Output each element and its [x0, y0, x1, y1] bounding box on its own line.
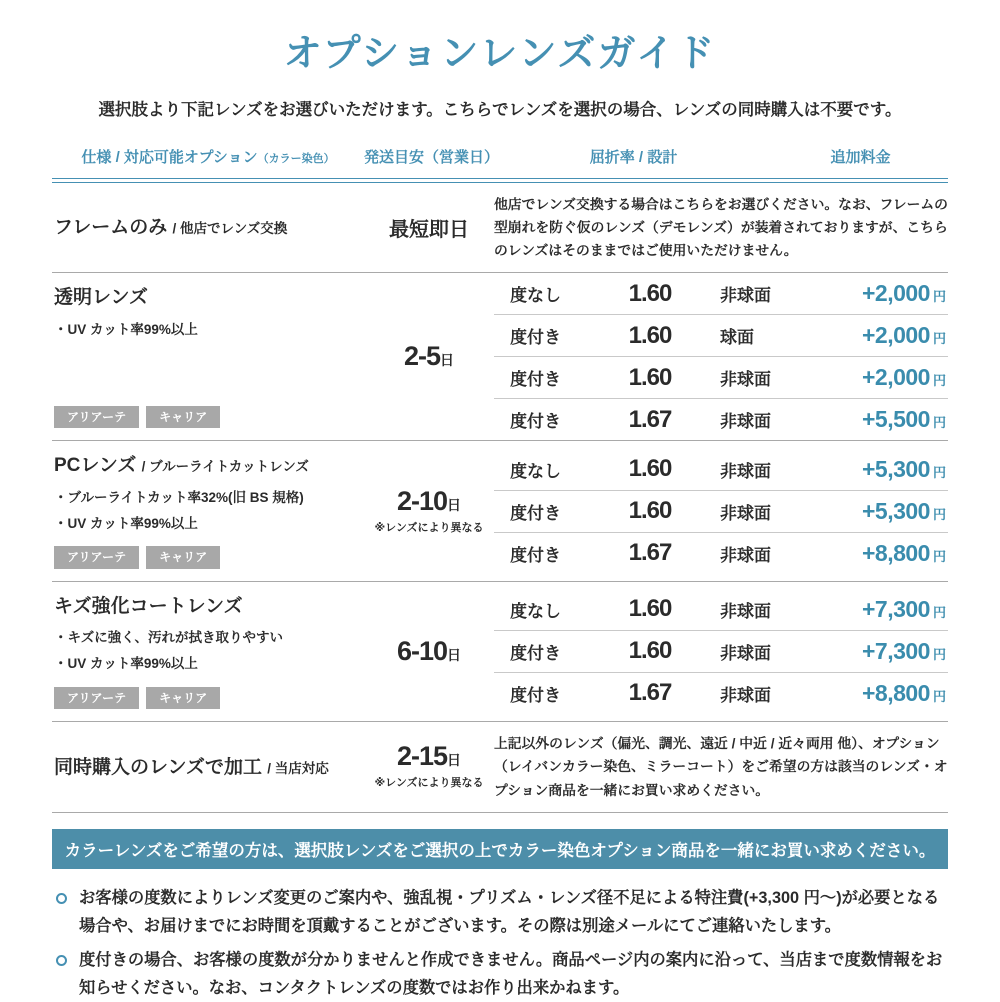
additional-price: [834, 540, 948, 567]
section-name-suffix: / 他店でレンズ交換: [172, 221, 288, 237]
column-header-shipping: 発送目安（営業日）: [364, 148, 500, 166]
power-type: 度付き: [510, 503, 561, 523]
price-amount: +5,300: [861, 497, 930, 524]
tag-list: [54, 677, 354, 709]
page-subtitle: 選択肢より下記レンズをお選びいただけます。こちらでレンズを選択の場合、レンズの同時購入は不要です。: [98, 100, 902, 119]
lens-option-row: [494, 589, 948, 630]
tag-list: [54, 536, 354, 568]
section-name-suffix: / 当店対応: [267, 760, 329, 776]
section-name: キズ強化コートレンズ: [54, 595, 243, 617]
refractive-index: 1.67: [628, 539, 672, 567]
power-type: 度付き: [510, 643, 561, 663]
note-item: [52, 946, 948, 1002]
description-cell: [494, 183, 948, 273]
power-type: 度付き: [510, 412, 561, 432]
spec-cell: [52, 441, 364, 580]
section-name: [54, 216, 354, 240]
feature-list: [54, 485, 354, 536]
shipping-estimate: [396, 485, 462, 516]
section-name-main: フレームのみ: [54, 217, 168, 239]
lens-brand-tag: キャリア: [146, 687, 220, 709]
power-type: 度付き: [510, 370, 561, 390]
price-amount: +7,300: [861, 595, 930, 622]
table-header-row: [52, 146, 948, 178]
section-purchased-lens-processing: [52, 722, 948, 813]
lens-design: 非球面: [720, 503, 771, 523]
column-header-spec: [52, 146, 364, 167]
section-name-suffix: / ブルーライトカットレンズ: [141, 459, 309, 475]
section-name: [54, 454, 354, 478]
additional-price: [834, 680, 948, 707]
lens-design: 非球面: [720, 685, 771, 705]
power-type: 度なし: [510, 286, 561, 306]
lens-option-row: [494, 532, 948, 574]
refractive-index: 1.60: [628, 595, 672, 623]
section-name: 透明レンズ: [54, 287, 148, 309]
lens-option-row: [494, 273, 948, 314]
price-amount: +8,800: [861, 539, 930, 566]
lens-brand-tag: アリアーテ: [54, 406, 139, 428]
lens-brand-tag: アリアーテ: [54, 546, 139, 568]
spec-cell: [52, 722, 364, 812]
shipping-cell: [364, 273, 494, 440]
lens-option-row: [494, 356, 948, 398]
shipping-estimate: 最短即日: [389, 219, 469, 242]
price-amount: +7,300: [861, 637, 930, 664]
lens-design: 非球面: [720, 601, 771, 621]
shipping-cell: [364, 582, 494, 721]
feature-list: [54, 625, 354, 676]
price-unit: 円: [932, 646, 946, 662]
shipping-cell: [364, 183, 494, 273]
section-clear-lens: [52, 273, 948, 441]
price-unit: 円: [932, 688, 946, 704]
section-name-main: PCレンズ: [54, 455, 137, 477]
refractive-index: 1.60: [628, 637, 672, 665]
feature-item: ・ブルーライトカット率32%(旧 BS 規格): [54, 490, 304, 506]
lens-brand-tag: キャリア: [146, 546, 220, 568]
additional-price: [834, 280, 948, 307]
power-type: 度なし: [510, 601, 561, 621]
color-lens-banner: カラーレンズをご希望の方は、選択肢レンズをご選択の上でカラー染色オプション商品を一緒にお買い求めください。: [52, 829, 948, 869]
feature-item: ・キズに強く、汚れが拭き取りやすい: [54, 630, 283, 646]
shipping-unit: 日: [447, 496, 462, 513]
price-amount: +5,300: [861, 455, 930, 482]
lens-option-row: [494, 449, 948, 490]
price-amount: +5,500: [861, 406, 930, 433]
additional-price: [834, 596, 948, 623]
additional-price: [834, 456, 948, 483]
price-unit: 円: [932, 331, 946, 347]
shipping-cell: [364, 441, 494, 580]
power-type: 度付き: [510, 328, 561, 348]
notes-list: [52, 884, 948, 1002]
lens-option-row: [494, 314, 948, 356]
price-amount: +2,000: [861, 364, 930, 391]
spec-cell: [52, 183, 364, 273]
refractive-index: 1.60: [628, 497, 672, 525]
option-rows: [494, 441, 948, 580]
section-name: [54, 756, 354, 780]
refractive-index: 1.60: [628, 321, 672, 349]
shipping-days: 6-10: [396, 635, 448, 666]
feature-item: ・UV カット率99%以上: [54, 322, 198, 338]
section-name-main: 同時購入のレンズで加工: [54, 756, 262, 778]
additional-price: [834, 364, 948, 391]
note-text: 度付きの場合、お客様の度数が分かりませんと作成できません。商品ページ内の案内に沿って、当店まで度数情報をお知らせください。なお、コンタクトレンズの度数ではお作り出来かねます。: [79, 950, 943, 997]
circle-bullet-icon: [56, 893, 67, 904]
price-unit: 円: [932, 464, 946, 480]
power-type: 度付き: [510, 545, 561, 565]
shipping-estimate: [396, 635, 462, 666]
section-pc-lens: [52, 441, 948, 581]
price-amount: +8,800: [861, 679, 930, 706]
lens-brand-tag: キャリア: [146, 406, 220, 428]
feature-item: ・UV カット率99%以上: [54, 656, 198, 672]
shipping-estimate: [404, 343, 454, 370]
additional-price: [834, 638, 948, 665]
power-type: 度なし: [510, 461, 561, 481]
price-unit: 円: [932, 373, 946, 389]
price-unit: 円: [932, 506, 946, 522]
section-description: 上記以外のレンズ（偏光、調光、遠近 / 中近 / 近々両用 他）、オプション（レイバンカラー染色、ミラーコート）をご希望の方は該当のレンズ・オプション商品を一緒にお買い求めください。: [494, 736, 948, 798]
price-unit: 円: [932, 548, 946, 564]
shipping-days: 2-10: [396, 485, 448, 516]
column-header-index-design: 屈折率 / 設計: [589, 148, 678, 166]
column-header-price: 追加料金: [830, 148, 891, 166]
column-header-spec-sub: （カラー染色）: [257, 152, 335, 165]
feature-item: ・UV カット率99%以上: [54, 515, 198, 531]
lens-option-row: [494, 672, 948, 714]
shipping-unit: 日: [440, 352, 455, 369]
page-title: オプションレンズガイド: [283, 33, 717, 75]
section-scratch-coat-lens: [52, 582, 948, 722]
circle-bullet-icon: [56, 955, 67, 966]
price-unit: 円: [932, 289, 946, 305]
shipping-unit: 日: [447, 752, 462, 769]
shipping-days: 2-5: [403, 341, 441, 372]
lens-option-row: [494, 630, 948, 672]
shipping-estimate: [397, 743, 461, 770]
power-type: 度付き: [510, 685, 561, 705]
additional-price: [834, 322, 948, 349]
additional-price: [834, 498, 948, 525]
lens-option-row: [494, 398, 948, 440]
lens-design: 非球面: [720, 643, 771, 663]
price-amount: +2,000: [861, 322, 930, 349]
note-item: [52, 884, 948, 940]
section-description: 他店でレンズ交換する場合はこちらをお選びください。なお、フレームの型崩れを防ぐ仮のレンズ（デモレンズ）が装着されておりますが、こちらのレンズはそのままではご使用いただけません。: [494, 196, 948, 259]
shipping-days: 2-15: [396, 741, 448, 772]
price-unit: 円: [932, 415, 946, 431]
shipping-note: ※レンズにより異なる: [374, 521, 484, 534]
refractive-index: 1.60: [628, 363, 672, 391]
shipping-note: ※レンズにより異なる: [374, 777, 484, 790]
additional-price: [834, 406, 948, 433]
price-unit: 円: [932, 604, 946, 620]
price-amount: +2,000: [861, 280, 930, 307]
refractive-index: 1.67: [628, 679, 672, 707]
spec-cell: [52, 273, 364, 440]
lens-design: 非球面: [720, 412, 771, 432]
lens-design: 球面: [720, 328, 754, 348]
refractive-index: 1.60: [628, 455, 672, 483]
option-rows: [494, 273, 948, 440]
refractive-index: 1.67: [628, 405, 672, 433]
shipping-unit: 日: [447, 646, 462, 663]
tag-list: [54, 396, 354, 428]
section-frame-only: [52, 183, 948, 274]
lens-design: 非球面: [720, 545, 771, 565]
refractive-index: 1.60: [628, 279, 672, 307]
option-rows: [494, 582, 948, 721]
feature-list: [54, 317, 354, 343]
column-header-spec-label: 仕様 / 対応可能オプション: [81, 148, 258, 166]
description-cell: [494, 722, 948, 812]
shipping-cell: [364, 722, 494, 812]
lens-option-row: [494, 490, 948, 532]
note-text: お客様の度数によりレンズ変更のご案内や、強乱視・プリズム・レンズ径不足による特注費(+3,300 円～)が必要となる場合や、お届けまでにお時間を頂戴することがございます。その際は別途メールにてご連絡いたします。: [79, 888, 940, 935]
lens-design: 非球面: [720, 286, 771, 306]
lens-brand-tag: アリアーテ: [54, 687, 139, 709]
lens-design: 非球面: [720, 370, 771, 390]
lens-design: 非球面: [720, 461, 771, 481]
spec-cell: [52, 582, 364, 721]
